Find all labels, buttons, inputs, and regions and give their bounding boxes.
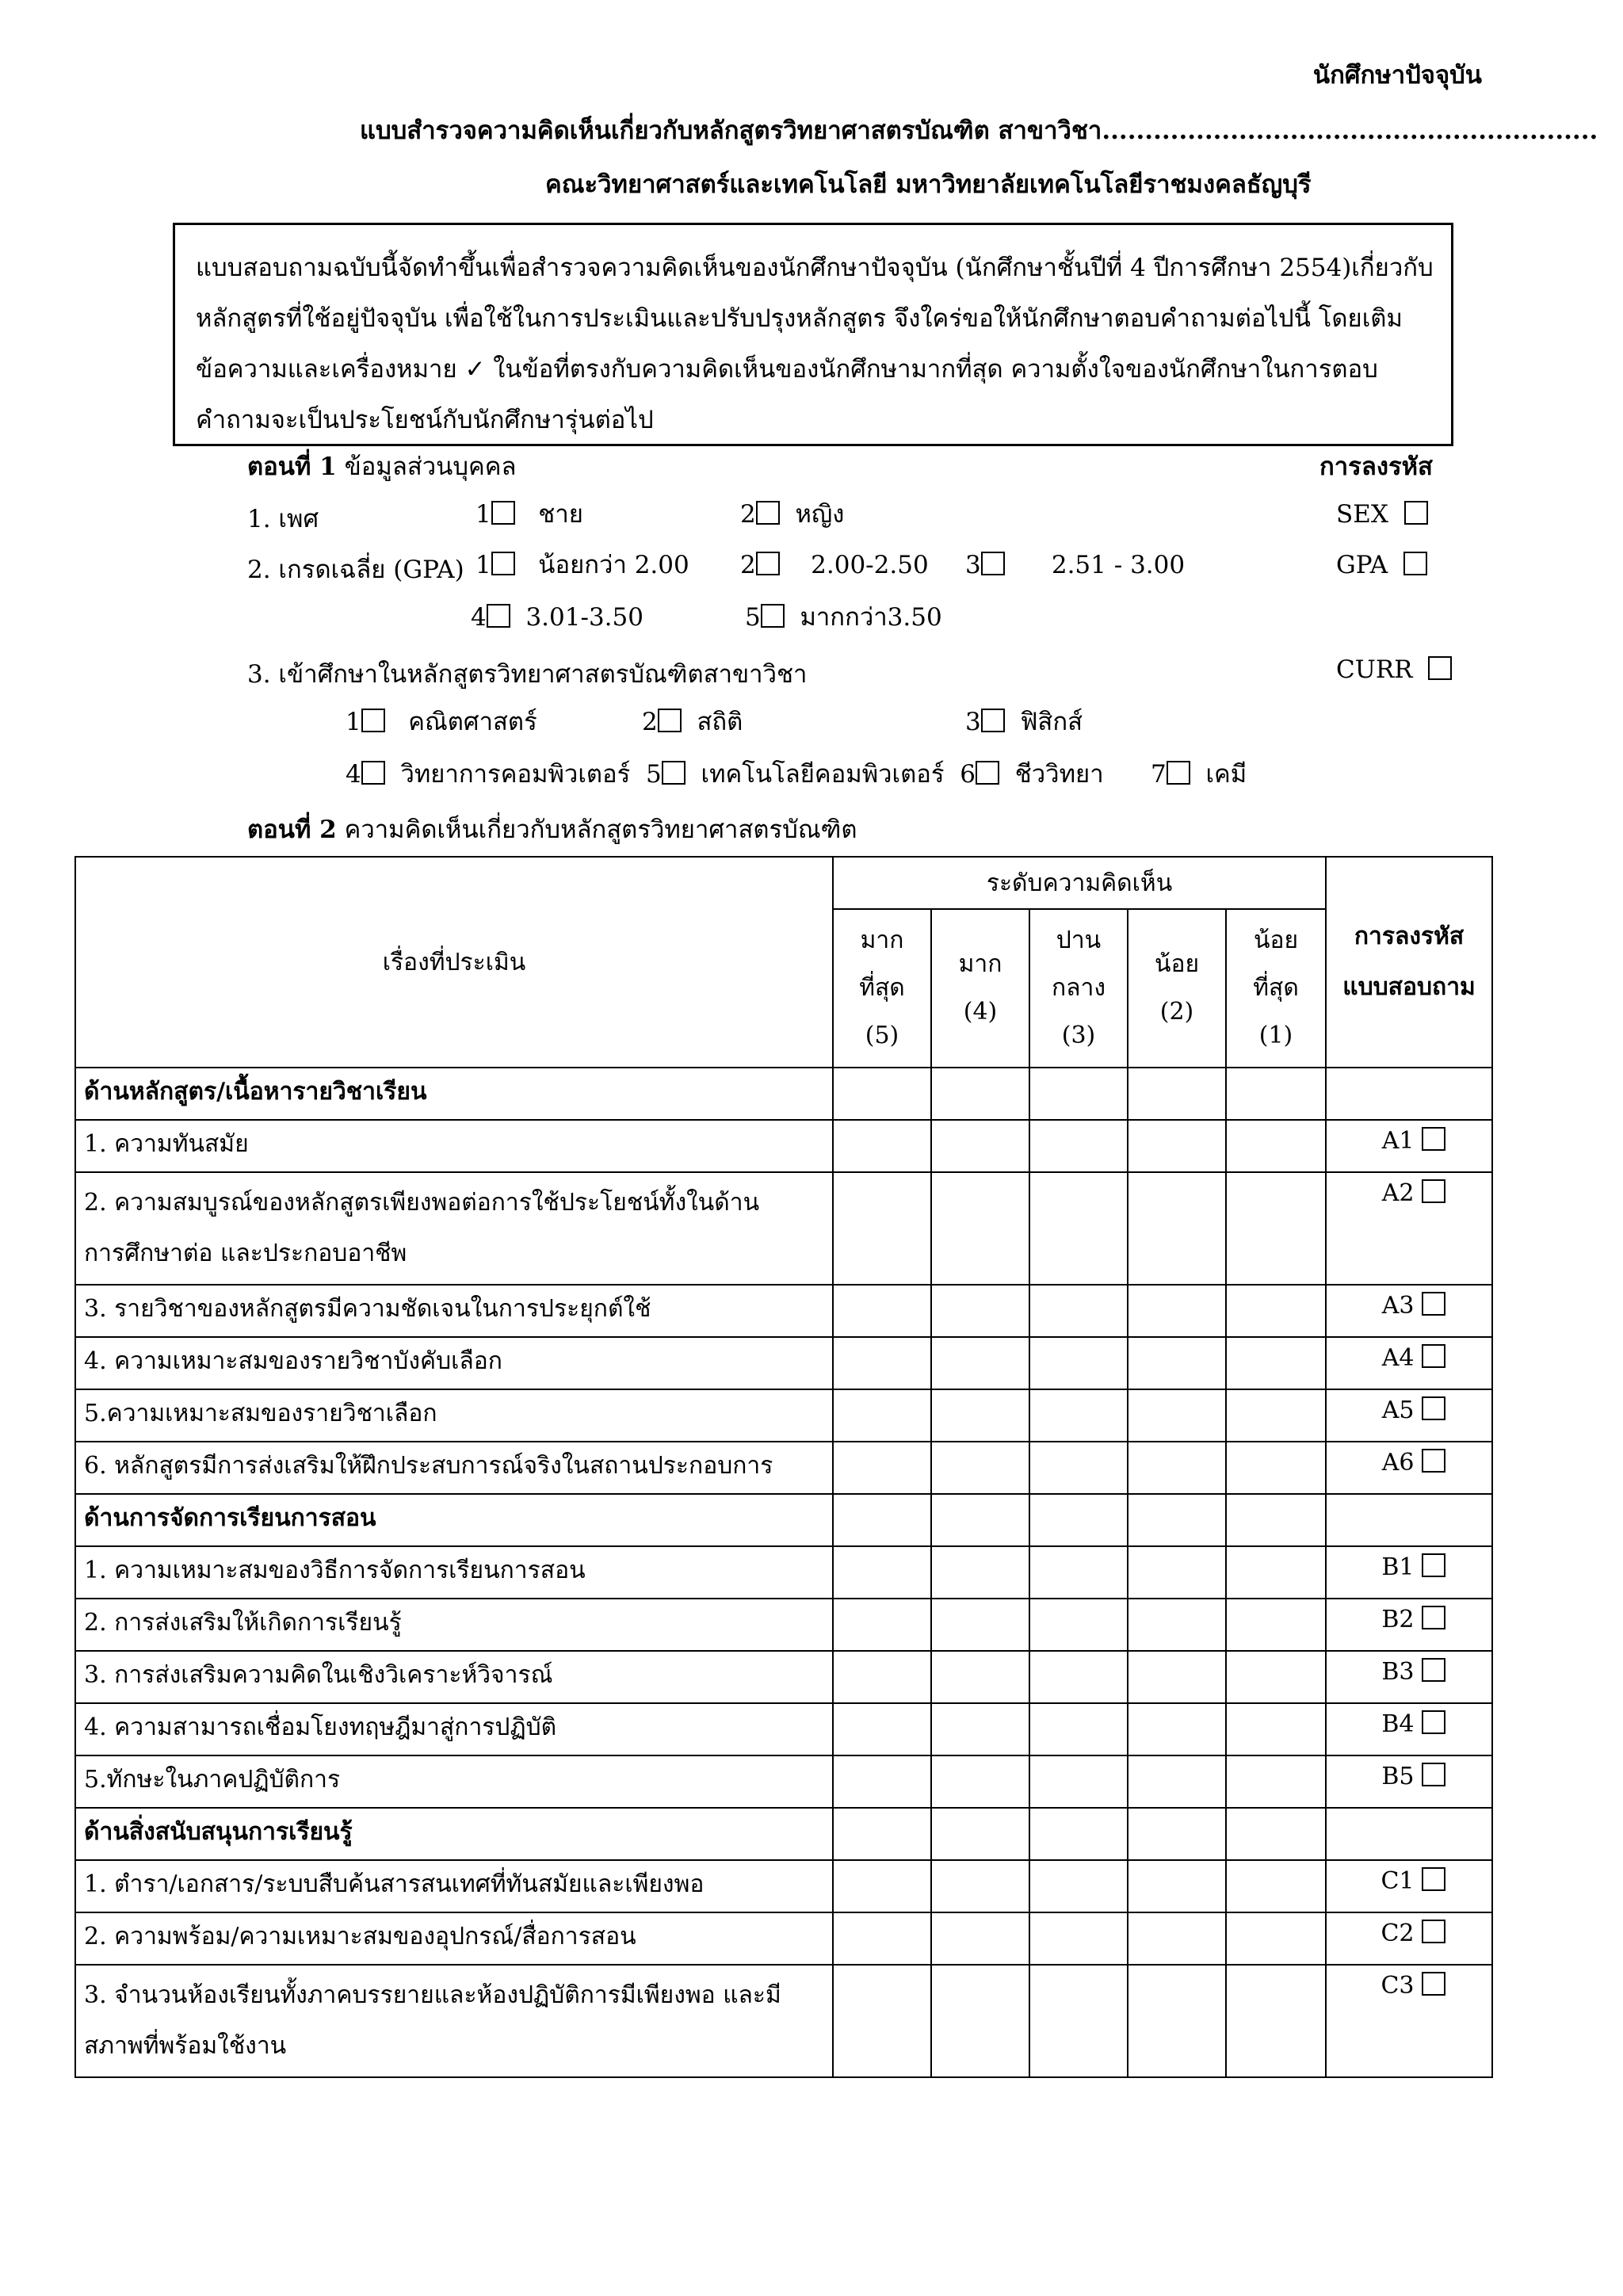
instructions-box — [173, 223, 1453, 446]
level-5-header: มาก ที่สุด (5) — [833, 909, 931, 1068]
rating-cell[interactable] — [1226, 1285, 1326, 1337]
rating-cell[interactable] — [1226, 1337, 1326, 1389]
section-row — [75, 1494, 1492, 1546]
checkbox[interactable] — [756, 501, 780, 525]
rating-cell[interactable] — [931, 1599, 1029, 1651]
rating-cell[interactable] — [1029, 1860, 1128, 1912]
rating-cell[interactable] — [1226, 1703, 1326, 1755]
checkbox[interactable] — [1404, 501, 1428, 525]
item-code[interactable]: B5 — [1326, 1755, 1492, 1808]
checkbox[interactable] — [761, 604, 785, 628]
rating-cell[interactable] — [931, 1285, 1029, 1337]
table-row — [75, 1965, 1492, 2077]
item-text: 4. ความเหมาะสมของรายวิชาบังคับเลือก — [75, 1337, 833, 1389]
rating-cell[interactable] — [931, 1912, 1029, 1965]
q2-option-2[interactable]: 2 2.00-2.50 — [740, 551, 929, 579]
q3-option-1[interactable]: 1 คณิตศาสตร์ — [346, 708, 537, 736]
evaluation-table — [74, 856, 1493, 2078]
rating-cell[interactable] — [931, 1172, 1029, 1285]
item-text: 3. รายวิชาของหลักสูตรมีความชัดเจนในการประยุกต์ใช้ — [75, 1285, 833, 1337]
checkbox[interactable] — [491, 552, 515, 575]
level-3-header: ปาน กลาง (3) — [1029, 909, 1128, 1068]
rating-cell[interactable] — [833, 1651, 931, 1703]
rating-cell[interactable] — [1128, 1860, 1226, 1912]
item-code[interactable]: B4 — [1326, 1703, 1492, 1755]
item-text: 1. ความทันสมัย — [75, 1120, 833, 1172]
rating-cell[interactable] — [1128, 1120, 1226, 1172]
checkbox[interactable] — [361, 761, 385, 785]
rating-cell[interactable] — [1029, 1965, 1128, 2077]
rating-cell[interactable] — [1226, 1651, 1326, 1703]
item-text: 5.ความเหมาะสมของรายวิชาเลือก — [75, 1389, 833, 1442]
checkbox[interactable] — [487, 604, 510, 628]
rating-cell[interactable] — [1128, 1389, 1226, 1442]
rating-cell[interactable] — [833, 1546, 931, 1599]
item-code[interactable]: B3 — [1326, 1651, 1492, 1703]
rating-cell[interactable] — [931, 1389, 1029, 1442]
checkbox[interactable] — [1422, 1606, 1445, 1629]
item-code[interactable]: A3 — [1326, 1285, 1492, 1337]
checkbox[interactable] — [1422, 1710, 1445, 1734]
section-title: ด้านหลักสูตร/เนื้อหารายวิชาเรียน — [75, 1068, 833, 1120]
table-row — [75, 1442, 1492, 1494]
section-row — [75, 1808, 1492, 1860]
section-title: ด้านสิ่งสนับสนุนการเรียนรู้ — [75, 1808, 833, 1860]
rating-cell[interactable] — [1226, 1172, 1326, 1285]
item-text: 1. ความเหมาะสมของวิธีการจัดการเรียนการสอน — [75, 1546, 833, 1599]
rating-cell[interactable] — [833, 1120, 931, 1172]
checkbox[interactable] — [1422, 1396, 1445, 1420]
item-code[interactable]: A5 — [1326, 1389, 1492, 1442]
table-row — [75, 1860, 1492, 1912]
q3-option-3[interactable]: 3 ฟิสิกส์ — [965, 708, 1083, 736]
item-code[interactable]: A4 — [1326, 1337, 1492, 1389]
item-code[interactable]: A6 — [1326, 1442, 1492, 1494]
checkbox[interactable] — [491, 501, 515, 525]
part1-heading: ตอนที่ 1 ข้อมูลส่วนบุคคล — [247, 453, 517, 481]
q2-option-3[interactable]: 3 2.51 - 3.00 — [965, 551, 1186, 579]
q3-option-7[interactable]: 7 เคมี — [1151, 760, 1247, 789]
section-title: ด้านการจัดการเรียนการสอน — [75, 1494, 833, 1546]
rating-cell[interactable] — [833, 1172, 931, 1285]
q1-option-female[interactable]: 2 หญิง — [740, 500, 845, 529]
rating-cell[interactable] — [1226, 1912, 1326, 1965]
checkbox[interactable] — [1403, 552, 1427, 575]
table-row — [75, 1599, 1492, 1651]
rating-cell[interactable] — [833, 1442, 931, 1494]
faculty-subtitle: คณะวิทยาศาสตร์และเทคโนโลยี มหาวิทยาลัยเทคโนโลยีราชมงคลธัญบุรี — [545, 170, 1312, 199]
checkbox[interactable] — [1422, 1658, 1445, 1682]
checkbox[interactable] — [1422, 1972, 1445, 1996]
rating-cell[interactable] — [1128, 1755, 1226, 1808]
item-text: 6. หลักสูตรมีการส่งเสริมให้ฝึกประสบการณ์จริงในสถานประกอบการ — [75, 1442, 833, 1494]
table-row — [75, 1120, 1492, 1172]
rating-cell[interactable] — [1029, 1442, 1128, 1494]
level-4-header: มาก (4) — [931, 909, 1029, 1068]
checkbox[interactable] — [1428, 656, 1452, 680]
rating-cell[interactable] — [931, 1546, 1029, 1599]
q1-option-male[interactable]: 1 ชาย — [475, 500, 583, 529]
table-row — [75, 1285, 1492, 1337]
rating-cell[interactable] — [1128, 1651, 1226, 1703]
table-row — [75, 1651, 1492, 1703]
instructions-line: ข้อความและเครื่องหมาย ✓ ในข้อที่ตรงกับความคิดเห็นของนักศึกษามากที่สุด ความตั้งใจของนักศึกษาในการตอบ — [196, 355, 1378, 384]
rating-cell[interactable] — [931, 1651, 1029, 1703]
item-code[interactable]: A1 — [1326, 1120, 1492, 1172]
q2-option-1[interactable]: 1 น้อยกว่า 2.00 — [475, 551, 689, 579]
checkbox[interactable] — [1422, 1867, 1445, 1891]
rating-cell[interactable] — [931, 1442, 1029, 1494]
table-row — [75, 1912, 1492, 1965]
item-text: 2. ความสมบูรณ์ของหลักสูตรเพียงพอต่อการใช้ประโยชน์ทั้งในด้าน การศึกษาต่อ และประกอบอาชีพ — [75, 1172, 833, 1285]
table-row — [75, 1546, 1492, 1599]
rating-cell[interactable] — [931, 1120, 1029, 1172]
rating-cell[interactable] — [1226, 1389, 1326, 1442]
instructions-line: แบบสอบถามฉบับนี้จัดทำขึ้นเพื่อสำรวจความคิดเห็นของนักศึกษาปัจจุบัน (นักศึกษาชั้นปีที่ 4 ปีการศึกษา 2554)เกี่ยวกับ — [196, 254, 1434, 282]
rating-cell[interactable] — [1226, 1860, 1326, 1912]
rating-cell[interactable] — [1128, 1442, 1226, 1494]
rating-cell[interactable] — [1029, 1285, 1128, 1337]
item-text: 3. จำนวนห้องเรียนทั้งภาคบรรยายและห้องปฏิบัติการมีเพียงพอ และมี สภาพที่พร้อมใช้งาน — [75, 1965, 833, 2077]
checkbox[interactable] — [361, 709, 385, 732]
rating-cell[interactable] — [833, 1912, 931, 1965]
rating-cell[interactable] — [833, 1285, 931, 1337]
checkbox[interactable] — [1422, 1763, 1445, 1786]
rating-cell[interactable] — [1128, 1599, 1226, 1651]
rating-cell[interactable] — [931, 1965, 1029, 2077]
instructions-line: คำถามจะเป็นประโยชน์กับนักศึกษารุ่นต่อไป — [196, 406, 654, 434]
item-text: 1. ตำรา/เอกสาร/ระบบสืบค้นสารสนเทศที่ทันสมัยและเพียงพอ — [75, 1860, 833, 1912]
rating-cell[interactable] — [931, 1703, 1029, 1755]
table-row — [75, 1172, 1492, 1285]
q2-option-4[interactable]: 4 3.01-3.50 — [471, 603, 643, 632]
item-text: 2. ความพร้อม/ความเหมาะสมของอุปกรณ์/สื่อการสอน — [75, 1912, 833, 1965]
item-code[interactable]: B1 — [1326, 1546, 1492, 1599]
rating-cell[interactable] — [1128, 1912, 1226, 1965]
item-text: 2. การส่งเสริมให้เกิดการเรียนรู้ — [75, 1599, 833, 1651]
rating-cell[interactable] — [1029, 1172, 1128, 1285]
q3-option-2[interactable]: 2 สถิติ — [642, 708, 743, 736]
rating-cell[interactable] — [833, 1389, 931, 1442]
instructions-line: หลักสูตรที่ใช้อยู่ปัจจุบัน เพื่อใช้ในการประเมินและปรับปรุงหลักสูตร จึงใคร่ขอให้นักศึกษาตอบคำถามต่อไปนี้ โดยเติม — [196, 304, 1403, 333]
curr-code[interactable]: CURR — [1336, 656, 1452, 682]
checkbox[interactable] — [658, 709, 682, 732]
rating-cell[interactable] — [833, 1703, 931, 1755]
item-text: 5.ทักษะในภาคปฏิบัติการ — [75, 1755, 833, 1808]
rating-cell[interactable] — [1128, 1965, 1226, 2077]
checkbox[interactable] — [1422, 1292, 1445, 1316]
item-code[interactable]: C3 — [1326, 1965, 1492, 2077]
q2-label: 2. เกรดเฉลี่ย (GPA) — [247, 556, 464, 584]
item-text: 3. การส่งเสริมความคิดในเชิงวิเคราะห์วิจารณ์ — [75, 1651, 833, 1703]
section-row — [75, 1068, 1492, 1120]
item-code[interactable]: C1 — [1326, 1860, 1492, 1912]
rating-cell[interactable] — [1029, 1337, 1128, 1389]
rating-cell[interactable] — [931, 1755, 1029, 1808]
q1-label: 1. เพศ — [247, 505, 319, 533]
rating-cell[interactable] — [931, 1860, 1029, 1912]
checkbox[interactable] — [1422, 1127, 1445, 1151]
rating-cell[interactable] — [1128, 1546, 1226, 1599]
rating-cell[interactable] — [1226, 1120, 1326, 1172]
checkbox[interactable] — [1422, 1920, 1445, 1943]
rating-cell[interactable] — [1226, 1755, 1326, 1808]
sex-code[interactable]: SEX — [1336, 501, 1428, 527]
rating-cell[interactable] — [833, 1337, 931, 1389]
rating-cell[interactable] — [1226, 1546, 1326, 1599]
level-header: ระดับความคิดเห็น — [833, 857, 1326, 909]
rating-cell[interactable] — [1029, 1755, 1128, 1808]
part1-code-header: การลงรหัส — [1319, 453, 1433, 481]
table-row — [75, 1703, 1492, 1755]
checkbox[interactable] — [756, 552, 780, 575]
checkbox[interactable] — [1167, 761, 1190, 785]
rating-cell[interactable] — [1226, 1442, 1326, 1494]
item-code[interactable]: A2 — [1326, 1172, 1492, 1285]
item-text: 4. ความสามารถเชื่อมโยงทฤษฎีมาสู่การปฏิบัติ — [75, 1703, 833, 1755]
level-1-header: น้อย ที่สุด (1) — [1226, 909, 1326, 1068]
rating-cell[interactable] — [833, 1965, 931, 2077]
table-row — [75, 1337, 1492, 1389]
checkbox[interactable] — [976, 761, 999, 785]
rating-cell[interactable] — [1128, 1285, 1226, 1337]
checkbox[interactable] — [1422, 1344, 1445, 1368]
rating-cell[interactable] — [1128, 1703, 1226, 1755]
rating-cell[interactable] — [833, 1860, 931, 1912]
audience-label: นักศึกษาปัจจุบัน — [1312, 61, 1482, 90]
rating-cell[interactable] — [1128, 1172, 1226, 1285]
topic-header: เรื่องที่ประเมิน — [75, 857, 833, 1068]
checkbox[interactable] — [1422, 1449, 1445, 1473]
rating-cell[interactable] — [1128, 1337, 1226, 1389]
q2-option-5[interactable]: 5 มากกว่า3.50 — [745, 603, 942, 632]
rating-cell[interactable] — [1029, 1651, 1128, 1703]
checkbox[interactable] — [1422, 1553, 1445, 1577]
item-code[interactable]: C2 — [1326, 1912, 1492, 1965]
rating-cell[interactable] — [1226, 1965, 1326, 2077]
rating-cell[interactable] — [1029, 1120, 1128, 1172]
q3-option-4[interactable]: 4 วิทยาการคอมพิวเตอร์ 5 เทคโนโลยีคอมพิวเตอร์ 6 ชีววิทยา — [346, 760, 1104, 789]
checkbox[interactable] — [662, 761, 685, 785]
checkbox[interactable] — [981, 709, 1005, 732]
code-header: การลงรหัส แบบสอบถาม — [1326, 857, 1492, 1068]
rating-cell[interactable] — [1029, 1389, 1128, 1442]
rating-cell[interactable] — [1029, 1546, 1128, 1599]
item-code[interactable]: B2 — [1326, 1599, 1492, 1651]
checkbox[interactable] — [1422, 1179, 1445, 1203]
survey-title: แบบสำรวจความคิดเห็นเกี่ยวกับหลักสูตรวิทยาศาสตรบัณฑิต สาขาวิชา.......................................................... — [360, 117, 1598, 145]
part2-heading: ตอนที่ 2 ความคิดเห็นเกี่ยวกับหลักสูตรวิทยาศาสตรบัณฑิต — [247, 816, 857, 844]
checkbox[interactable] — [981, 552, 1005, 575]
rating-cell[interactable] — [833, 1755, 931, 1808]
rating-cell[interactable] — [833, 1599, 931, 1651]
table-row — [75, 1389, 1492, 1442]
rating-cell[interactable] — [1029, 1703, 1128, 1755]
rating-cell[interactable] — [1226, 1599, 1326, 1651]
rating-cell[interactable] — [1029, 1599, 1128, 1651]
q3-label: 3. เข้าศึกษาในหลักสูตรวิทยาศาสตรบัณฑิตสาขาวิชา — [247, 660, 808, 689]
level-2-header: น้อย (2) — [1128, 909, 1226, 1068]
table-row — [75, 1755, 1492, 1808]
gpa-code[interactable]: GPA — [1336, 552, 1427, 578]
rating-cell[interactable] — [1029, 1912, 1128, 1965]
rating-cell[interactable] — [931, 1337, 1029, 1389]
